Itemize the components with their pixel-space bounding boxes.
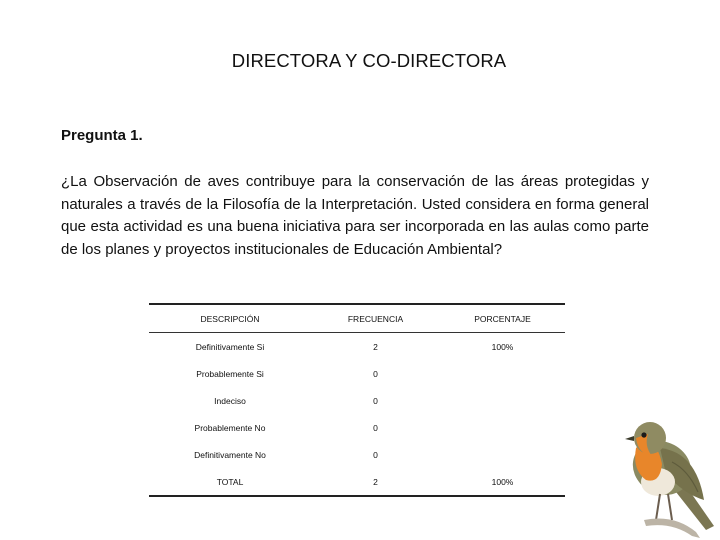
table-row-total (149, 468, 565, 496)
robin-bird-icon (622, 408, 720, 540)
table-header-row (149, 304, 565, 333)
cell-percentage (440, 414, 565, 441)
cell-percentage (440, 441, 565, 468)
header-descripcion: DESCRIPCIÓN (149, 304, 311, 333)
cell-description: Definitivamente No (194, 449, 266, 460)
cell-description: Probablemente No (194, 422, 266, 433)
cell-frequency: 0 (373, 422, 378, 433)
results-table (149, 303, 565, 497)
cell-frequency: 0 (373, 449, 378, 460)
cell-frequency: 0 (373, 368, 378, 379)
cell-percentage: 100% (491, 341, 514, 352)
cell-description: Probablemente Si (196, 368, 264, 379)
table-row (149, 414, 565, 441)
cell-percentage: 100% (440, 468, 565, 496)
question-label: Pregunta 1. (61, 127, 143, 144)
table-row (149, 387, 565, 414)
cell-description: TOTAL (149, 468, 311, 496)
cell-percentage (440, 387, 565, 414)
page-title: DIRECTORA Y CO-DIRECTORA (231, 50, 507, 71)
cell-percentage (440, 360, 565, 387)
header-frecuencia: FRECUENCIA (311, 304, 440, 333)
header-porcentaje: PORCENTAJE (440, 304, 565, 333)
cell-description: Indeciso (214, 395, 246, 406)
cell-frequency: 2 (373, 341, 378, 352)
question-text: ¿La Observación de aves contribuye para la conservación de las áreas protegidas y naturales a través de la Filosofía de la Interpretación. Usted considera en forma general que esta actividad es una buena iniciativa para ser incorporada en las aulas como parte de los planes y proyectos institucionales de Educación Ambiental? (61, 173, 649, 258)
cell-frequency: 2 (311, 468, 440, 496)
cell-frequency: 0 (373, 395, 378, 406)
cell-description: Definitivamente Si (195, 341, 265, 352)
table-row (149, 441, 565, 468)
table-row (149, 360, 565, 387)
table-row (149, 333, 565, 361)
